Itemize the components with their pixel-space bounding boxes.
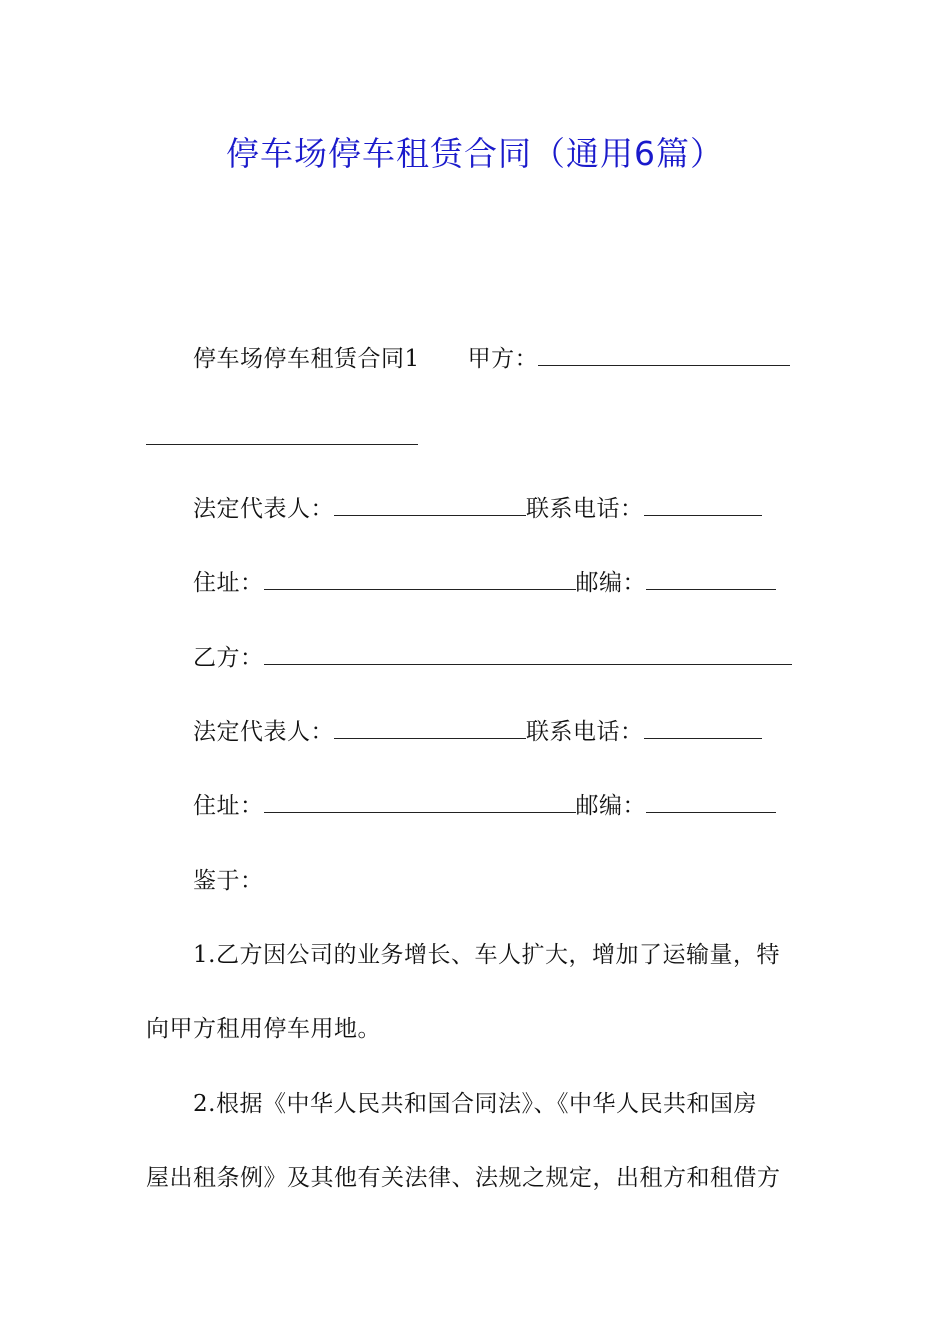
party-b-label: 乙方： [193,645,264,671]
party-a-rep-line [193,494,762,524]
clause-2-line-2: 屋出租条例》及其他有关法律、法规之规定，出租方和租借方 [146,1165,781,1191]
party-b-line [193,643,792,673]
document-title: 停车场停车租赁合同（通用6篇） [226,134,724,173]
party-b-rep-label: 法定代表人： [193,719,334,745]
whereas-label: 鉴于： [193,868,264,894]
party-a-blank-continued [146,443,418,445]
party-b-rep-line [193,717,762,747]
party-a-postcode-label: 邮编： [575,570,646,596]
contract-heading-line [193,344,790,374]
party-b-phone-blank [644,718,762,739]
party-b-address-label: 住址： [193,793,264,819]
contract-heading: 停车场停车租赁合同1 [193,346,420,372]
party-a-postcode-blank [646,569,776,590]
party-b-address-line [193,791,776,821]
clause-1-line-2: 向甲方租用停车用地。 [146,1016,381,1042]
party-a-address-label: 住址： [193,570,264,596]
party-b-blank [264,644,792,665]
party-a-rep-label: 法定代表人： [193,496,334,522]
party-b-phone-label: 联系电话： [526,719,644,745]
party-b-rep-blank [334,718,526,739]
party-a-phone-blank [644,495,762,516]
party-a-address-line [193,568,776,598]
party-a-label: 甲方： [467,346,539,372]
party-a-rep-blank [334,495,526,516]
party-a-phone-label: 联系电话： [526,496,644,522]
clause-2-line-1: 2.根据《中华人民共和国合同法》、《中华人民共和国房 [193,1091,757,1117]
party-b-postcode-label: 邮编： [575,793,646,819]
party-b-address-blank [264,792,576,813]
party-a-blank [538,345,790,366]
party-a-address-blank [264,569,576,590]
clause-1-line-1: 1.乙方因公司的业务增长、车人扩大，增加了运输量，特 [193,942,780,968]
party-b-postcode-blank [646,792,776,813]
